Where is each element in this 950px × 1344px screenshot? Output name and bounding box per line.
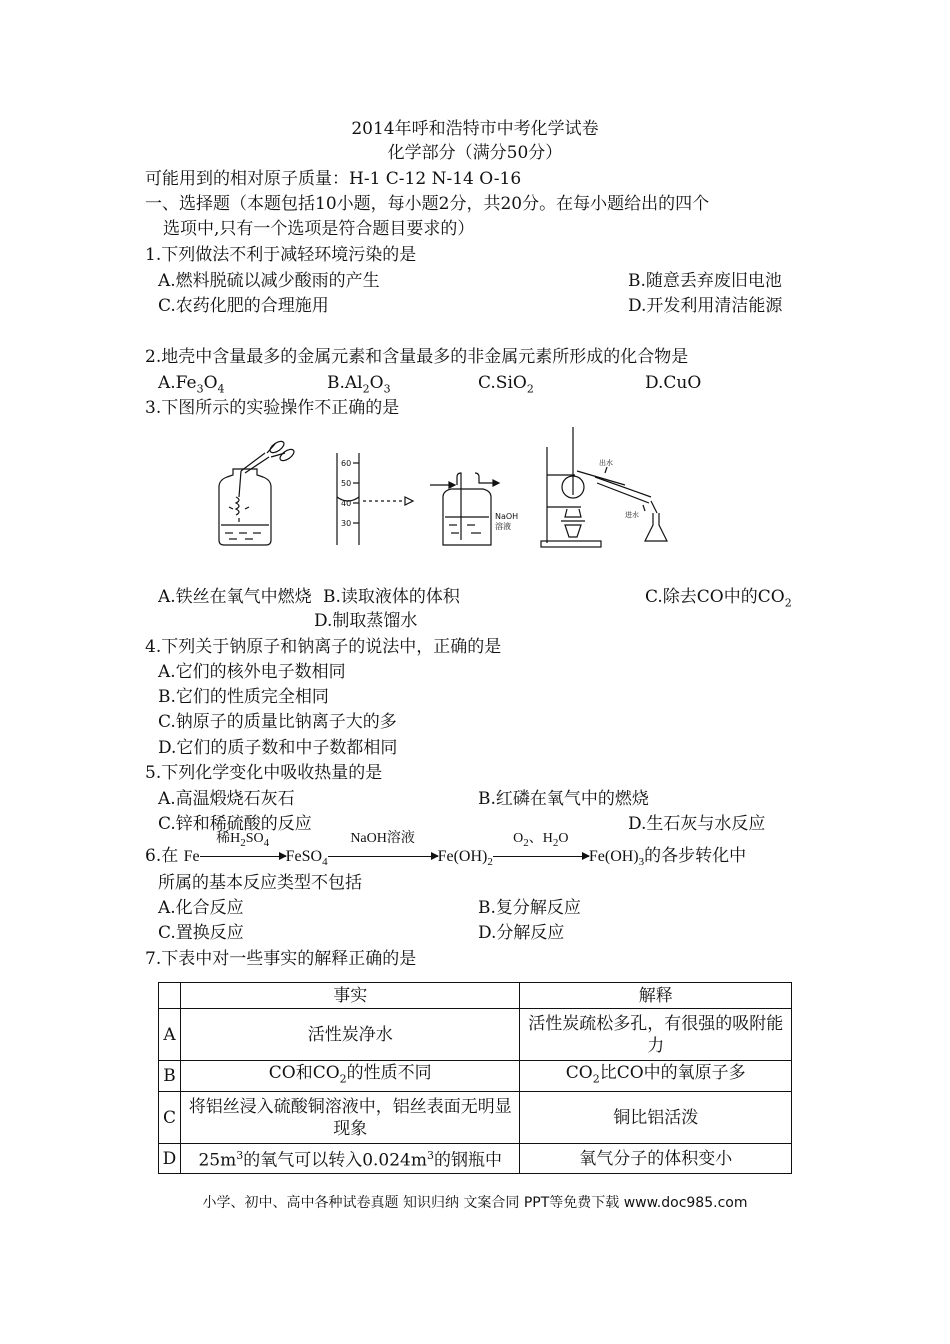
cylinder-tick-50: 50 (341, 479, 352, 488)
q1-option-b: B.随意丢弃废旧电池 (628, 271, 782, 291)
q2-option-b: $B.Al_2O_3$ (327, 373, 391, 396)
row-key: C (159, 1092, 181, 1144)
q1-option-a: A.燃料脱硫以减少酸雨的产生 (158, 271, 380, 291)
q6-option-d: D.分解反应 (478, 923, 565, 943)
q5-option-a: A.高温煅烧石灰石 (158, 789, 295, 809)
q3-apparatus-figure (205, 425, 685, 555)
q5-option-b: B.红磷在氧气中的燃烧 (478, 789, 649, 809)
q3-option-a: A.铁丝在氧气中燃烧 (158, 587, 312, 607)
facts-table (158, 982, 792, 1174)
q2-option-c: C.SiO$_2$ (478, 373, 534, 396)
q7-stem: 7.下表中对一些事实的解释正确的是 (145, 949, 417, 969)
q4-option-c: C.钠原子的质量比钠离子大的多 (158, 712, 397, 732)
table-row (159, 1061, 792, 1092)
reaction-arrow-2: NaOH溶液 (328, 845, 438, 867)
table-row (159, 1092, 792, 1144)
q6-option-c: C.置换反应 (158, 923, 244, 943)
row-explanation: 铜比铝活泼 (520, 1092, 792, 1144)
distillation-apparatus-diagram (541, 427, 667, 547)
row-fact: 将铝丝浸入硫酸铜溶液中，铝丝表面无明显现象 (180, 1092, 519, 1144)
iron-wire-combustion-diagram (219, 439, 296, 545)
table-header-key (159, 983, 181, 1009)
row-key: B (159, 1061, 181, 1092)
table-header-explanation: 解释 (520, 983, 792, 1009)
cylinder-tick-60: 60 (341, 459, 352, 468)
product-feoh2: $Fe(OH)_2$ (437, 848, 493, 869)
cylinder-tick-40: 40 (341, 499, 352, 508)
row-explanation: $CO_2$比CO中的氧原子多 (520, 1061, 792, 1092)
row-fact: $25m^3$的氧气可以转入$0.024m^3$的钢瓶中 (180, 1144, 519, 1174)
gas-washing-bottle-diagram (430, 473, 499, 545)
product-feso4: FeSO$_4$ (285, 848, 328, 869)
exam-subtitle: 化学部分（满分50分） (387, 143, 563, 163)
row-fact: CO和$CO_2$的性质不同 (180, 1061, 519, 1092)
q4-option-d: D.它们的质子数和中子数都相同 (158, 738, 398, 758)
q2-option-a: $A.Fe_3O_4$ (158, 373, 225, 396)
q3-option-d: D.制取蒸馏水 (314, 611, 418, 631)
q5-option-c: C.锌和稀硫酸的反应 (158, 814, 312, 834)
section-heading-line1: 一、选择题（本题包括10小题，每小题2分，共20分。在每小题给出的四个 (145, 194, 710, 214)
q6-stem: 6.在 Fe 稀$H_2SO_4$ FeSO$_4$ NaOH溶液 $Fe(OH)_2$ $O_2$、$H_2O$ $Fe(OH)_3$的各步转化中 (145, 831, 747, 869)
row-explanation: 活性炭疏松多孔，有很强的吸附能力 (520, 1009, 792, 1061)
reaction-arrow-3: $O_2$、$H_2O$ (493, 845, 589, 867)
table-header-row (159, 983, 792, 1009)
q6-stem-line2: 所属的基本反应类型不包括 (158, 873, 362, 893)
section-heading-line2: 选项中,只有一个选项是符合题目要求的） (163, 219, 475, 239)
footer-text: 小学、初中、高中各种试卷真题 知识归纳 文案合同 PPT等免费下载 www.doc985.com (202, 1195, 748, 1211)
q1-stem: 1.下列做法不利于减轻环境污染的是 (145, 245, 417, 265)
cylinder-tick-30: 30 (341, 519, 352, 528)
condenser-inlet-label: 进水 (625, 511, 639, 519)
q3-option-c: C.除去CO中的$CO_2$ (645, 587, 792, 610)
q2-stem: 2.地壳中含量最多的金属元素和含量最多的非金属元素所形成的化合物是 (145, 347, 689, 367)
exam-title: 2014年呼和浩特市中考化学试卷 (351, 119, 599, 139)
q4-option-a: A.它们的核外电子数相同 (158, 662, 346, 682)
q6-option-b: B.复分解反应 (478, 898, 581, 918)
row-explanation: 氧气分子的体积变小 (520, 1144, 792, 1174)
reaction-arrow-1: 稀$H_2SO_4$ (200, 845, 286, 867)
q2-option-d: D.CuO (645, 373, 702, 393)
product-feoh3: $Fe(OH)_3$ (588, 848, 645, 869)
q4-option-b: B.它们的性质完全相同 (158, 687, 329, 707)
table-row (159, 1009, 792, 1061)
row-fact: 活性炭净水 (180, 1009, 519, 1061)
q5-option-d: D.生石灰与水反应 (628, 814, 766, 834)
q6-option-a: A.化合反应 (158, 898, 244, 918)
naoh-label-line2: 溶液 (495, 522, 511, 531)
q4-stem: 4.下列关于钠原子和钠离子的说法中，正确的是 (145, 637, 502, 657)
row-key: A (159, 1009, 181, 1061)
condenser-outlet-label: 出水 (599, 459, 613, 467)
naoh-label-line1: NaOH (495, 512, 519, 521)
q3-option-b: B.读取液体的体积 (323, 587, 460, 607)
atomic-masses: 可能用到的相对原子质量：H-1 C-12 N-14 O-16 (145, 169, 522, 189)
row-key: D (159, 1144, 181, 1174)
reactant-fe: Fe (183, 848, 200, 865)
q1-option-d: D.开发利用清洁能源 (628, 296, 783, 316)
q1-option-c: C.农药化肥的合理施用 (158, 296, 329, 316)
q5-stem: 5.下列化学变化中吸收热量的是 (145, 763, 383, 783)
table-header-fact: 事实 (180, 983, 519, 1009)
table-row (159, 1144, 792, 1174)
q3-stem: 3.下图所示的实验操作不正确的是 (145, 398, 400, 418)
